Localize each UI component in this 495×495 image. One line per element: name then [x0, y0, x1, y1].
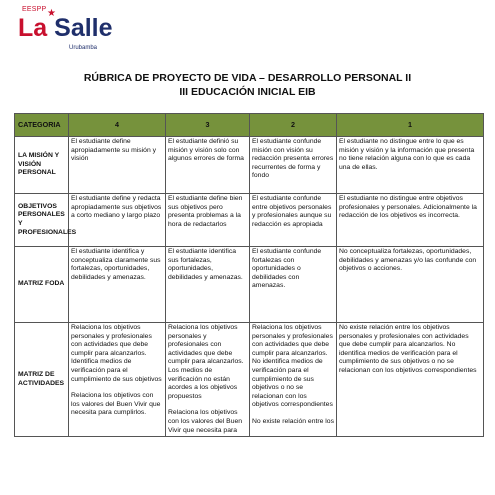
- lasalle-logo: [18, 6, 128, 54]
- table-cell: [69, 323, 166, 437]
- cell-text: No conceptualiza fortalezas, oportunidades, debilidades y amenazas y/o las confunde con objetivos o acciones.: [339, 248, 477, 273]
- cell-text: El estudiante define apropiadamente su misión y visión: [71, 138, 157, 163]
- column-header-category: CATEGORIA: [15, 114, 69, 137]
- cell-text: No existe relación entre los: [252, 417, 334, 425]
- cell-text: Relaciona los objetivos personales y profesionales con actividades que debe cumplir para alcanzarlos. Los medios de verificación no están acordes a los objetivos propuestos: [168, 324, 244, 400]
- table-cell: [166, 137, 250, 194]
- table-cell: [250, 247, 337, 323]
- cell-text: El estudiante identifica y conceptualiza claramente sus fortalezas, oportunidades, debilidades y amenazas.: [71, 248, 161, 281]
- cell-text: Relaciona los objetivos personales y profesionales con actividades que debe cumplir para alcanzarlos. Identifica medios de verificación para el cumplimiento de sus objetivos: [71, 324, 162, 383]
- table-row: [15, 247, 484, 323]
- table-cell: [250, 137, 337, 194]
- document-title: RÚBRICA DE PROYECTO DE VIDA – DESARROLLO PERSONAL II: [83, 72, 412, 84]
- table-cell: [337, 194, 484, 247]
- logo-brand-la: La: [18, 14, 48, 42]
- cell-text: El estudiante confunde fortalezas con oportunidades o debilidades con amenazas.: [252, 248, 322, 290]
- cell-text: El estudiante no distingue entre objetivos profesionales y personales. Adicionalmente la redacción de los objetivos es incorrecta.: [339, 195, 477, 220]
- column-header-level-3: 3: [166, 114, 250, 137]
- cell-text: No existe relación entre los objetivos personales y profesionales con actividades que debe cumplir para alcanzarlos. No identifica medios de verificación para el cumplimiento de sus objetivos o no se relacionan con los objetivos correspondientes: [339, 324, 477, 374]
- cell-text: Relaciona los objetivos personales y profesionales con actividades que debe cumplir para alcanzarlos. No identifica medios de verificación para el cumplimiento de sus objetivos o no se relacionan con los objetivos correspondientes: [252, 324, 333, 409]
- table-cell: [250, 323, 337, 437]
- cell-text: El estudiante identifica sus fortalezas, oportunidades, debilidades y amenazas.: [168, 248, 243, 281]
- rubric-table: [14, 113, 484, 437]
- cell-text: El estudiante confunde misión con visión su redacción presenta errores recurrentes de forma y fondo: [252, 138, 334, 180]
- table-header-row: [15, 114, 484, 137]
- cell-text: El estudiante no distingue entre lo que es misión y visión y la información que presenta no tiene relación alguna con lo que es cada una de ellas.: [339, 138, 475, 171]
- table-cell: [166, 247, 250, 323]
- table-cell: [166, 323, 250, 437]
- table-cell: [69, 247, 166, 323]
- table-row: [15, 323, 484, 437]
- row-category: OBJETIVOS PERSONALES Y PROFESIONALES: [15, 194, 69, 247]
- cell-text: El estudiante definió su misión y visión solo con algunos errores de forma: [168, 138, 244, 163]
- column-header-level-1: 1: [337, 114, 484, 137]
- logo-eespp-text: EESPP: [22, 6, 47, 13]
- logo-subtitle: Urubamba: [69, 45, 98, 51]
- table-row: [15, 137, 484, 194]
- cell-text: El estudiante confunde entre objetivos personales y profesionales aunque su redacción es apropiada: [252, 195, 332, 228]
- logo-brand: [18, 14, 113, 43]
- cell-text: Relaciona los objetivos con los valores del Buen Vivir que necesita para cumplirlos.: [71, 392, 161, 417]
- table-cell: [250, 194, 337, 247]
- table-cell: [337, 247, 484, 323]
- logo-brand-salle: Salle: [54, 14, 113, 42]
- cell-text: El estudiante define y redacta apropiadamente sus objetivos a corto mediano y largo plazo: [71, 195, 162, 220]
- table-row: [15, 194, 484, 247]
- column-header-level-4: 4: [69, 114, 166, 137]
- row-category: MATRIZ FODA: [15, 247, 69, 323]
- table-cell: [337, 323, 484, 437]
- row-category: MATRIZ DE ACTIVIDADES: [15, 323, 69, 437]
- table-cell: [69, 194, 166, 247]
- cell-text: El estudiante define bien sus objetivos pero presenta problemas a la hora de redactarlos: [168, 195, 243, 228]
- cell-text: Relaciona los objetivos con los valores del Buen Vivir que necesita para: [168, 409, 243, 434]
- table-cell: [166, 194, 250, 247]
- row-category: LA MISIÓN Y VISIÓN PERSONAL: [15, 137, 69, 194]
- star-icon: ★: [47, 8, 56, 19]
- table-cell: [69, 137, 166, 194]
- table-cell: [337, 137, 484, 194]
- document-subtitle: III EDUCACIÓN INICIAL EIB: [179, 86, 316, 98]
- column-header-level-2: 2: [250, 114, 337, 137]
